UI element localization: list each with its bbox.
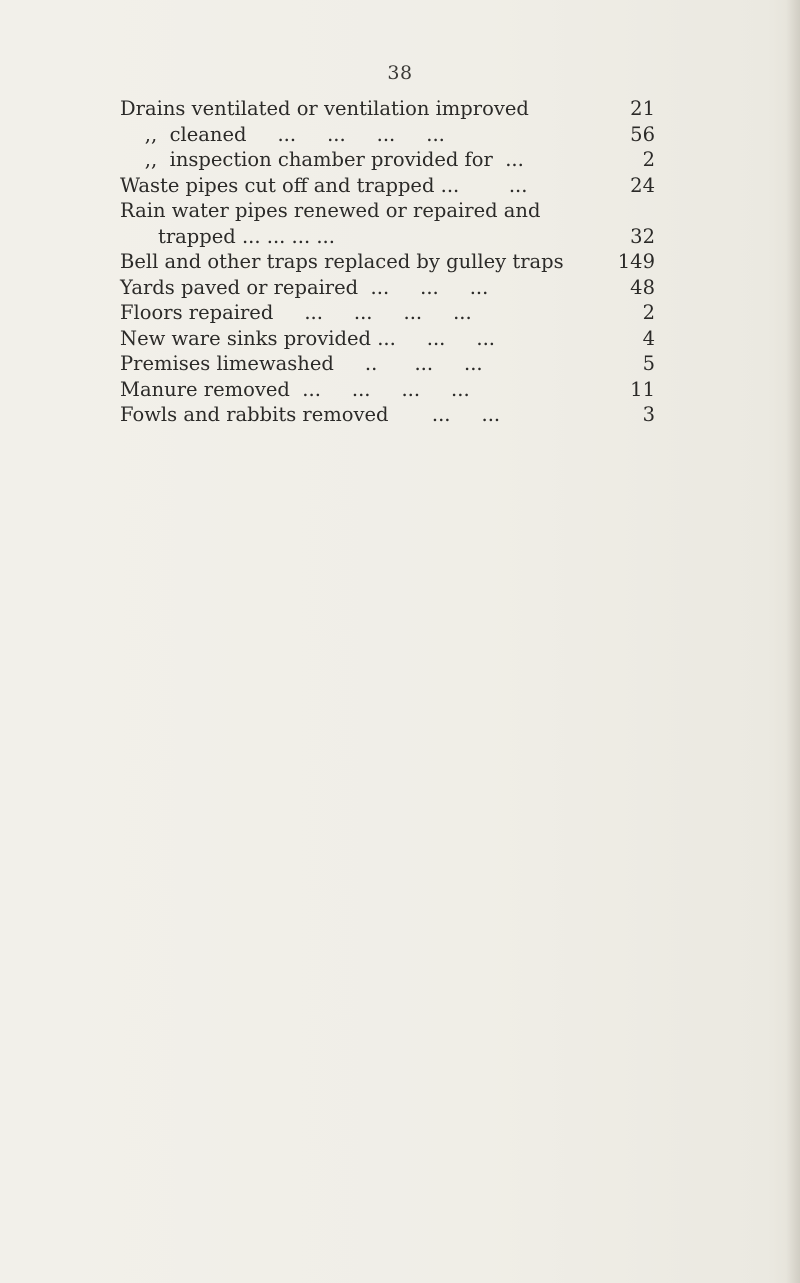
entry-label xyxy=(120,198,615,249)
entry-label: Bell and other traps replaced by gulley traps xyxy=(120,250,564,273)
statistics-list xyxy=(120,96,655,428)
entry-label: Yards paved or repaired ... ... ... xyxy=(120,275,489,299)
list-item xyxy=(120,402,655,428)
entry-value: 21 xyxy=(630,97,655,120)
entry-label: Manure removed ... ... ... ... xyxy=(120,377,470,401)
entry-value: 2 xyxy=(642,148,655,171)
list-item xyxy=(120,96,655,122)
entry-label-line: Rain water pipes renewed or repaired and xyxy=(120,199,541,222)
entry-value: 32 xyxy=(630,224,655,248)
page-number: 38 xyxy=(387,62,413,84)
entry-value: 24 xyxy=(630,173,655,197)
entry-value: 11 xyxy=(630,377,655,401)
entry-label: Fowls and rabbits removed ... ... xyxy=(120,403,501,426)
list-item xyxy=(120,249,655,275)
list-item xyxy=(120,198,655,249)
entry-label: Premises limewashed .. ... ... xyxy=(120,352,483,375)
list-item xyxy=(120,300,655,326)
list-item xyxy=(120,351,655,377)
list-item xyxy=(120,147,655,173)
entry-value: 149 xyxy=(617,250,655,273)
entry-label: Drains ventilated or ventilation improved xyxy=(120,97,529,120)
entry-label: Floors repaired ... ... ... ... xyxy=(120,301,472,324)
entry-value: 48 xyxy=(630,275,655,299)
entry-value: 3 xyxy=(642,403,655,426)
entry-label: ,, inspection chamber provided for ... xyxy=(120,148,524,171)
entry-label: Waste pipes cut off and trapped ... ... xyxy=(120,173,528,197)
entry-value: 56 xyxy=(630,122,655,146)
list-item xyxy=(120,275,655,301)
entry-label: New ware sinks provided ... ... ... xyxy=(120,326,495,350)
list-item xyxy=(120,377,655,403)
list-item xyxy=(120,326,655,352)
entry-value: 5 xyxy=(642,352,655,375)
list-item xyxy=(120,122,655,148)
entry-label: ,, cleaned ... ... ... ... xyxy=(120,122,445,146)
entry-value: 4 xyxy=(642,326,655,350)
list-item xyxy=(120,173,655,199)
entry-value: 2 xyxy=(642,301,655,324)
entry-label-continuation: trapped ... ... ... ... xyxy=(158,224,335,248)
page-edge-shadow xyxy=(786,0,800,1283)
